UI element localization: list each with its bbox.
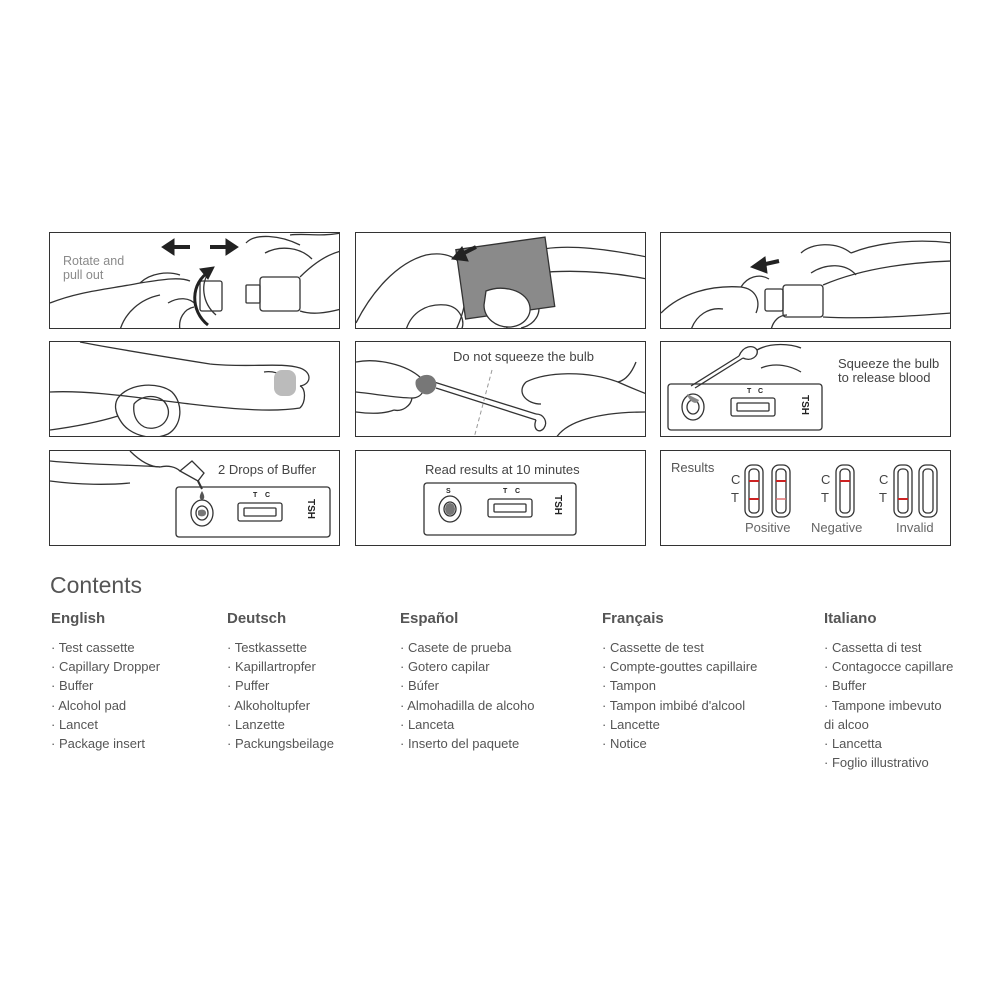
step-2-panel	[355, 232, 646, 329]
cassette-brand-label: TSH	[305, 499, 316, 519]
cassette-c-mark: C	[515, 488, 521, 495]
step-7-panel	[49, 450, 340, 546]
list-item: · Tampon imbibé d'alcool	[602, 697, 746, 713]
step-5-panel	[355, 341, 646, 437]
list-item: · Lanceta	[400, 716, 455, 732]
step-3-panel	[660, 232, 951, 329]
lang-name: Français	[602, 610, 664, 627]
cassette-c-mark: C	[758, 388, 764, 395]
list-item: · Lancette	[602, 716, 660, 732]
list-item: · Búfer	[400, 678, 440, 694]
results-panel	[660, 450, 951, 546]
lang-name: English	[51, 610, 106, 627]
results-heading: Results	[671, 460, 715, 475]
step-4-panel	[49, 341, 340, 437]
list-item: · Puffer	[227, 678, 270, 694]
lang-column-italiano	[824, 610, 994, 772]
step-8-panel	[355, 450, 646, 546]
list-item: · Package insert	[51, 736, 145, 752]
list-item: · Testkassette	[227, 640, 307, 655]
cassette-brand-label: TSH	[799, 395, 810, 415]
invalid-t-label: T	[879, 490, 887, 505]
list-item: · Contagocce capillare	[824, 659, 954, 675]
no-squeeze-instruction: Do not squeeze the bulb	[453, 349, 594, 364]
finger-pierce-illustration	[661, 233, 951, 329]
lang-column-english	[51, 610, 221, 753]
invalid-c-label: C	[879, 472, 889, 487]
cassette-t-mark: T	[747, 388, 752, 395]
cassette-c-mark: C	[265, 492, 271, 499]
cassette-t-mark: T	[253, 492, 258, 499]
buffer-instruction: 2 Drops of Buffer	[218, 462, 317, 477]
step-1-panel	[49, 232, 340, 329]
positive-t-label: T	[731, 490, 739, 505]
list-item: · Packungsbeilage	[227, 736, 334, 752]
list-item: · Capillary Dropper	[51, 659, 161, 675]
positive-label: Positive	[745, 520, 791, 535]
contents-list	[602, 638, 802, 753]
lang-column-francais	[602, 610, 802, 753]
list-item: · Kapillartropfer	[227, 659, 316, 675]
list-item: · Casete de prueba	[400, 640, 512, 655]
cassette-s-mark: S	[446, 488, 451, 495]
list-item: · Inserto del paquete	[400, 736, 520, 752]
list-item: · Cassetta di test	[824, 640, 922, 655]
lang-name: Español	[400, 610, 459, 627]
lang-name: Italiano	[824, 610, 877, 627]
step-6-panel	[660, 341, 951, 437]
list-item: · Foglio illustrativo	[824, 755, 929, 771]
list-item: · Test cassette	[51, 640, 135, 655]
list-item: · Buffer	[824, 678, 867, 694]
list-item: · Compte-gouttes capillaire	[602, 659, 758, 675]
invalid-label: Invalid	[896, 520, 934, 535]
alcohol-pad-illustration	[356, 233, 646, 329]
list-item: · Lancet	[51, 716, 98, 732]
cassette-brand-label: TSH	[552, 495, 563, 515]
list-item: · Gotero capilar	[400, 659, 490, 675]
positive-c-label: C	[731, 472, 741, 487]
negative-t-label: T	[821, 490, 829, 505]
list-item: · Almohadilla de alcoho	[400, 697, 535, 713]
list-item: · Buffer	[51, 678, 94, 694]
contents-list	[824, 638, 994, 772]
list-item: · Lanzette	[227, 716, 285, 732]
list-item: · Alkoholtupfer	[227, 697, 311, 713]
lang-name: Deutsch	[227, 610, 287, 627]
lang-column-deutsch	[227, 610, 397, 753]
cassette-t-mark: T	[503, 488, 508, 495]
list-item: · Tampon	[602, 678, 656, 694]
squeeze-instruction: Squeeze the bulb to release blood	[838, 356, 940, 385]
list-item: · Alcohol pad	[51, 697, 127, 713]
rotate-instruction: Rotate and pull out	[63, 254, 125, 282]
lang-column-espanol	[400, 610, 570, 753]
contents-list	[51, 638, 221, 753]
list-item: · Cassette de test	[602, 640, 704, 655]
contents-list	[227, 638, 397, 753]
list-item: · Notice	[602, 736, 647, 752]
list-item: · Lancetta	[824, 736, 882, 752]
contents-list	[400, 638, 570, 753]
finger-blood-drop-illustration	[50, 342, 340, 437]
negative-label: Negative	[811, 520, 863, 535]
contents-title: Contents	[50, 572, 143, 598]
list-item: · Tampone imbevuto di alcoo	[824, 697, 942, 732]
negative-c-label: C	[821, 472, 831, 487]
read-instruction: Read results at 10 minutes	[425, 462, 580, 477]
